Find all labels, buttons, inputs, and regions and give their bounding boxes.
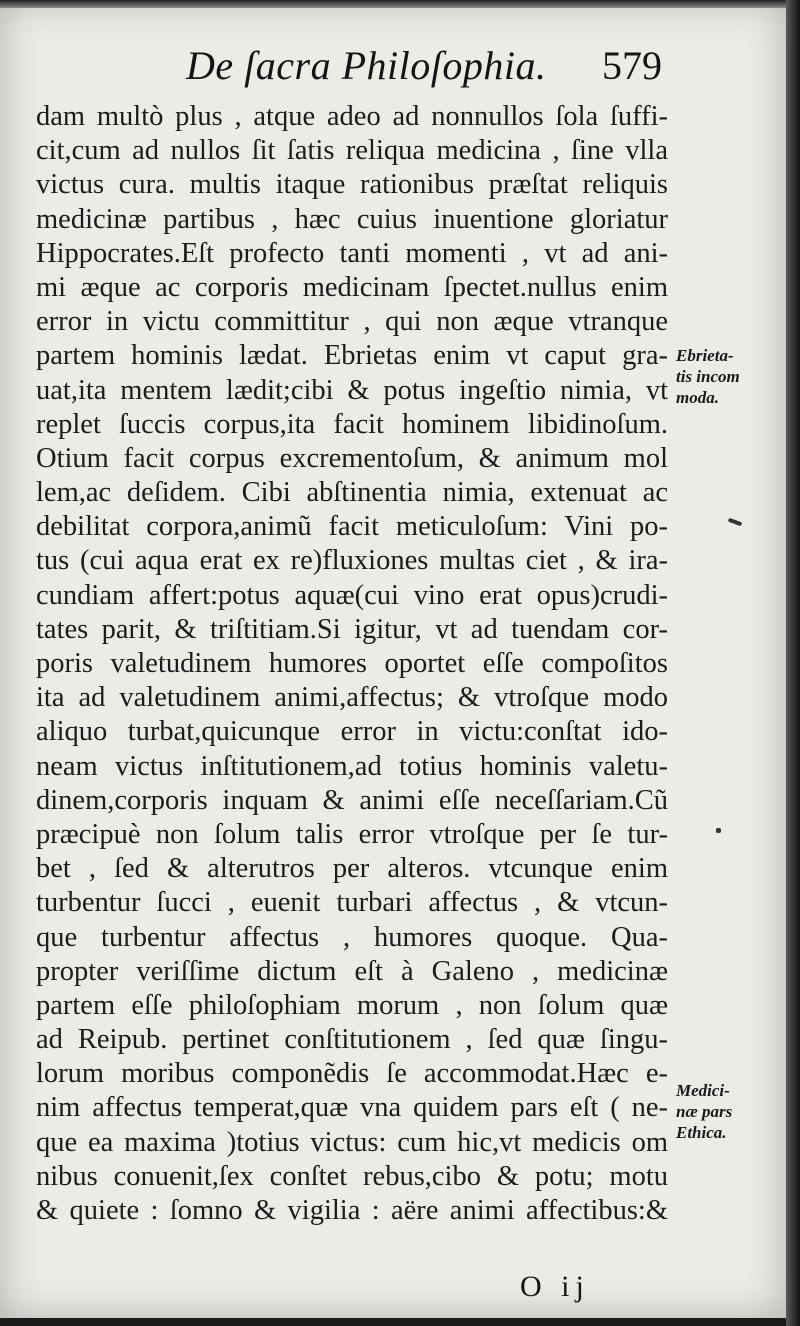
text-line: propter veriſſime dictum eſt à Galeno , medicinæ (36, 955, 668, 987)
page-number: 579 (602, 43, 662, 88)
text-line: replet ſuccis corpus,ita facit hominem libidinoſum. (36, 408, 668, 440)
text-line: partem eſſe philoſophiam morum , non ſolum quæ (36, 989, 668, 1021)
text-line: neam victus inſtitutionem,ad totius hominis valetu- (36, 750, 668, 782)
page-right-edge (786, 0, 800, 1326)
margin-note-line: moda. (676, 388, 719, 407)
text-line: bet , ſed & alterutros per alteros. vtcunque enim (36, 853, 668, 885)
text-line: præcipuè non ſolum talis error vtroſque per ſe tur- (36, 818, 668, 850)
margin-note-medicinae (676, 1080, 776, 1143)
text-line: tus (cui aqua erat ex re)fluxiones multas ciet , & ira- (36, 545, 668, 577)
page-header (0, 42, 800, 92)
text-line: & quiete : ſomno & vigilia : aëre animi affectibus:& (36, 1195, 668, 1226)
text-line: partem hominis lædat. Ebrietas enim vt caput gra- (36, 340, 668, 372)
text-line: debilitat corpora,animũ facit meticuloſum: Vini po- (36, 511, 668, 543)
text-line: victus cura. multis itaque rationibus præſtat reliquis (36, 169, 668, 201)
text-line: lorum moribus componẽdis ſe accommodat.Hæc e- (36, 1058, 668, 1090)
text-line: nibus conuenit,ſex conſtet rebus,cibo & potu; motu (36, 1160, 668, 1192)
ink-speck (716, 828, 721, 833)
margin-note-line: Ethica. (676, 1123, 727, 1142)
signature-mark: O ij (520, 1270, 590, 1303)
text-line: mi æque ac corporis medicinam ſpectet.nullus enim (36, 271, 668, 303)
text-line: aliquo turbat,quicunque error in victu:conſtat ido- (36, 716, 668, 748)
margin-note-line: tis incom (676, 367, 740, 386)
text-line: turbentur ſucci , euenit turbari affectus , & vtcun- (36, 887, 668, 919)
margin-note-line: Ebrieta- (676, 346, 734, 365)
text-line: medicinæ partibus , hæc cuius inuentione gloriatur (36, 203, 668, 235)
text-line: nim affectus temperat,quæ vna quidem pars eſt ( ne- (36, 1092, 668, 1124)
text-line: dam multò plus , atque adeo ad nonnullos ſola ſuffi- (36, 101, 668, 132)
text-line: Hippocrates.Eſt profecto tanti momenti , vt ad ani- (36, 237, 668, 269)
margin-note-line: næ pars (676, 1102, 733, 1121)
text-line: ita ad valetudinem animi,affectus; & vtroſque modo (36, 682, 668, 714)
margin-note-line: Medici- (676, 1081, 730, 1100)
text-line: uat,ita mentem lædit;cibi & potus ingeſtio nimia, vt (36, 374, 668, 406)
running-head: De ſacra Philoſophia. (186, 43, 547, 88)
text-line: que turbentur affectus , humores quoque. Qua- (36, 921, 668, 953)
text-line: dinem,corporis inquam & animi eſſe neceſſariam.Cũ (36, 784, 668, 816)
text-line: cit,cum ad nullos ſit ſatis reliqua medicina , ſine vlla (36, 135, 668, 167)
body-text (36, 100, 668, 1228)
text-line: Otium facit corpus excrementoſum, & animum mol (36, 442, 668, 474)
page-top-edge (0, 0, 800, 8)
text-line: ad Reipub. pertinet conſtitutionem , ſed quæ ſingu- (36, 1024, 668, 1056)
text-line: lem,ac deſidem. Cibi abſtinentia nimia, extenuat ac (36, 477, 668, 509)
text-line: error in victu committitur , qui non æque vtranque (36, 306, 668, 338)
text-line: cundiam affert:potus aquæ(cui vino erat opus)crudi- (36, 579, 668, 611)
text-line: poris valetudinem humores oportet eſſe compoſitos (36, 648, 668, 679)
text-line: que ea maxima )totius victus: cum hic,vt medicis om (36, 1126, 668, 1158)
text-line: tates parit, & triſtitiam.Si igitur, vt ad tuendam cor- (36, 613, 668, 645)
margin-note-ebrietas (676, 345, 776, 408)
